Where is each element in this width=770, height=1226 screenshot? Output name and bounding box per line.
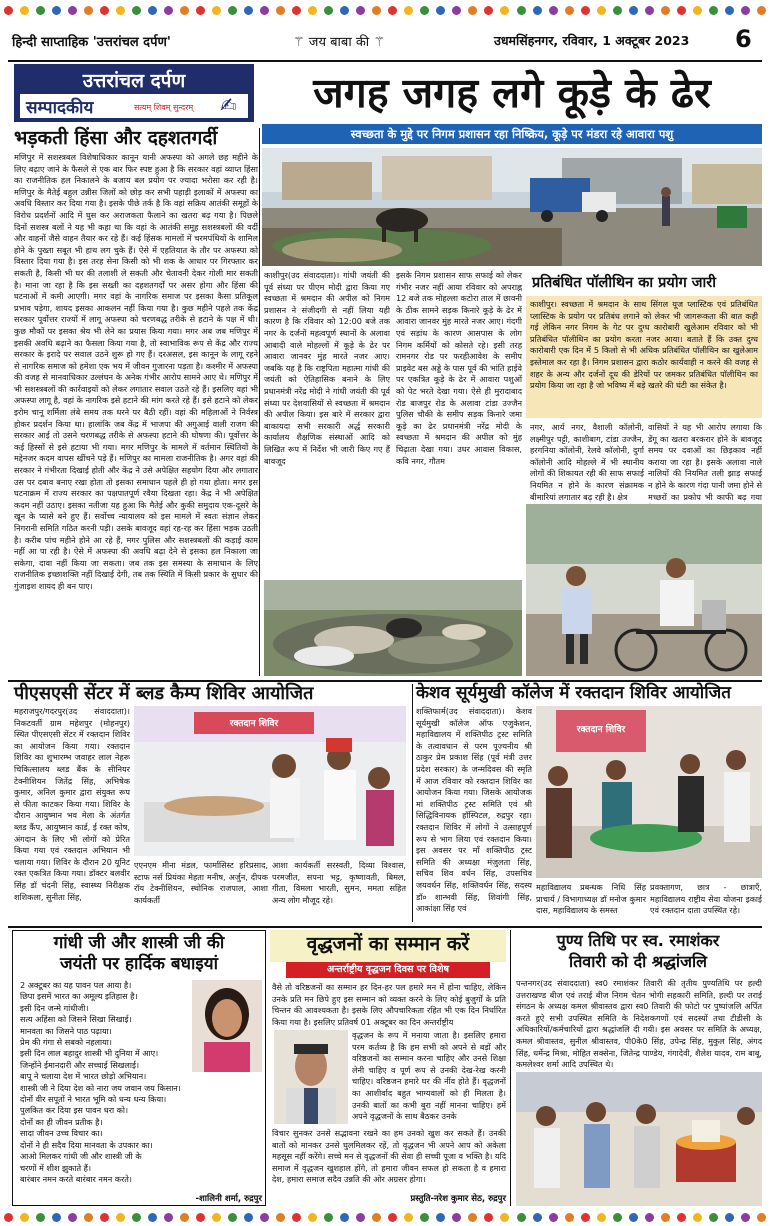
- dot-icon: [581, 1213, 590, 1222]
- lead-photo-street: [262, 148, 762, 266]
- dot-icon: [645, 1213, 654, 1222]
- trident-icon: ⚚: [293, 35, 305, 50]
- slogan-text: जय बाबा की: [308, 35, 370, 50]
- dot-icon: [36, 6, 45, 15]
- polythene-headline: प्रतिबंधित पॉलीथिन का प्रयोग जारी: [532, 275, 716, 291]
- dot-icon: [597, 1213, 606, 1222]
- lead-photo-milk-vendor: [526, 504, 762, 676]
- dot-icon: [757, 1213, 766, 1222]
- dot-icon: [180, 1213, 189, 1222]
- bottom-dot-border: [0, 1210, 770, 1224]
- dot-icon: [468, 1213, 477, 1222]
- dot-icon: [260, 1213, 269, 1222]
- elders-side: वृद्धजन के रूप में मनाया जाता है। इसलिए हमारा परम कर्तव्य है कि हम सभी को अपने से बड़ों और वरिष्ठजनों का सम्मान करना चाहिए और उनसे शिक्षा लेनी चाहिए व पूर्ण रूप से उनकी देख-रेख करनी चाहिए। वरिष्ठजन हमारे घर की नींव होते हैं। वृद्धजनों का आशीर्वाद बहुत भाग्यवालों को ही मिलता है। उनकी बातों का कभी बुरा नहीं मानना चाहिए। हमें अपने वृद्धजनों के साथ बैठकर उनके: [352, 1030, 506, 1122]
- dot-icon: [340, 6, 349, 15]
- polythene-col-2: वासियों ने यह भी आरोप लगाया कि डेंगू का खतरा बरकरार होने के बावजूद समय पर दवाओं का छिड़काव नहीं कराया जा रहा है। इसके अलावा नाले नालियों की नियमित तली झाड़ सफाई न होने के कारण गंदा पानी जमा होने से मच्छरों का प्रकोप भी काफी बढ़ गया: [648, 422, 762, 502]
- dot-icon: [661, 1213, 670, 1222]
- dot-icon: [116, 1213, 125, 1222]
- dot-icon: [709, 1213, 718, 1222]
- dot-icon: [196, 6, 205, 15]
- trident-icon: ⚚: [373, 35, 385, 50]
- dot-icon: [372, 6, 381, 15]
- dot-icon: [4, 1213, 13, 1222]
- blood-camp-banner: रक्तदान शिविर: [229, 719, 279, 729]
- dot-icon: [52, 1213, 61, 1222]
- tribute-photo: [516, 1072, 762, 1206]
- dot-icon: [629, 6, 638, 15]
- dot-icon: [356, 1213, 365, 1222]
- editorial-section: सम्पादकीय: [26, 98, 94, 118]
- poem-line: दोनों का ही जीवन प्रतीक है।: [20, 1116, 103, 1127]
- lead-subhead: स्वच्छता के मुद्दे पर निगम प्रशासन रहा निष्क्रिय, कूड़े पर मंडरा रहे आवारा पशु: [262, 124, 762, 144]
- poem-line: बारंबार नमन करते बारंबार नमन करते।: [20, 1173, 132, 1184]
- lead-photo-garbage: [264, 580, 522, 676]
- page-number: 6: [735, 25, 752, 53]
- polythene-col-1: नगर, आर्य नगर, वैशाली कॉलोनी, लक्ष्मीपुर पट्टी, काशीबाग, टांडा उज्जैन, हरगनिया कॉलोनी, रेलवे कॉलोनी, दुर्गा कॉलोनी आदि मोहल्ले में भी स्थानीय लोगों की शिकायत रही की साफ सफाई नियमित न होने के कारण संक्रामक बीमारियां लगातार बढ़ रही है। क्षेत्र: [530, 422, 644, 502]
- keshav-headline: केशव सूर्यमुखी कॉलेज में रक्तदान शिविर आयोजित: [416, 683, 731, 703]
- keshav-caption-left: महाविद्यालय प्रबन्धक निधि सिंह प्राचार्य / विभागाध्यक्ष डॉ मनोज कुमार दास, महाविद्यालय के समस्त: [536, 882, 646, 916]
- editorial-brand: उत्तरांचल दर्पण: [82, 70, 186, 92]
- dot-icon: [533, 1213, 542, 1222]
- editorial-text: मणिपुर में सशस्त्रबल विशेषाधिकार कानून यानी अफस्पा को अगले छह महीने के लिए बढ़ाए जाने के फैसले से एक बार फिर स्पष्ट हुआ है कि सरकार वहां व्याप्त हिंसा का राजनीतिक हल निकालने के बजाय बल प्रयोग पर ज्यादा भरोसा कर रही है। मणिपुर के मैतेई बहुल उन्नीस जिलों को छोड़ कर सभी पहाड़ी इलाकों में अफस्पा का अवधि विस्तार कर दिया गया है। इसके पीछे तर्क है कि वहां सक्रिय आतंकी समूहों के विरोध प्रदर्शनों आदि में घुस कर अराजकता फैलाने का खतरा बढ़ गया है। पिछले दिनों सशस्त्र बलों ने यह भी कहा था कि वहां के आतंकी समूह सशस्त्रबलों की वर्दी और वाहनों जैसे वाहन तैयार कर रहे हैं। कई हिंसक मामलों में चरमपंथियों के शामिल होने के पुख्ता सबूत भी हाथ लग चुके हैं। ऐसे में एहतियात के तौर पर अफस्पा को विस्तार दिया गया है। इस तरह सेना किसी को भी शक के आधार पर गिरफ्तार कर सकती है, किसी भी घर की तलाशी ले सकती और चेतावनी देकर गोली मार सकती है। माना जा रहा है कि इस सख्ती का दहशतगर्दों पर असर होगा और हिंसा की घटनाओं में कमी आएगी। मगर वहां के नागरिक समाज पर इसका कैसा प्रतिकूल प्रभाव पड़ेगा, शायद इसका आकलन नहीं किया गया है। कुछ महीने पहले तक केंद्र सरकार पूर्वोत्तर राज्यों में लागू अफस्पा को चरणबद्ध तरीके से हटाने के पक्ष में थी। कुछ मौकों पर इसका श्रेय भी लेने का प्रयास किया गया। मगर अब जब मणिपुर में इसकी अवधि बढ़ाने का फैसला किया गया है, तो स्वाभाविक रूप से केंद्र और राज्य सरकार के इरादे पर सवाल उठने शुरू हो गए हैं। दरअसल, इस कानून के लागू रहने से नागरिक समाज को हमेशा एक भय में जीवन गुजारना पड़ता है। कश्मीर में अफस्पा की वजह से मानवाधिकार उल्लंघन के अनेक गंभीर आरोप सामने आए थे। मणिपुर में भी सशस्त्रबलों की कार्रवाइयों को लेकर लगातार सवाल उठते रहे हैं। इसलिए वहां भी अफस्पा लागू है, वहां के नागरिक इसे हटाने की मांग करते रहे हैं। इसे हटाने को लेकर इरोम चानू शर्मिला लंबे समय तक धरने पर बैठी रहीं। वहां की महिलाओं ने निर्वस्त्र होकर प्रदर्शन किया था। हालांकि जब केंद्र में भाजपा की अगुआई वाली राजग की सरकार आई तो उसने चरणबद्ध तरीके से अफस्पा हटाने की घोषणा की। पूर्वोत्तर के कई हिस्सों से इसे हटाया भी गया। मगर मणिपुर के मामले में वर्तमान स्थितियों के मद्देनजर कदम वापस खींचने पड़े हैं। मणिपुर का मामला राजनीतिक है। अगर वहां की सरकार ने गंभीरता दिखाई होती और केंद्र ने उसे अपेक्षित सहयोग दिया और लगातार उस पर दबाव बनाए रखा होता तो इसका समाधान पहले ही हो गया होता। मगर इस घटनाक्रम में राज्य सरकार का पक्षपातपूर्ण रवैया दिखता रहा। केंद्र ने भी अपेक्षित कदम नहीं उठाए। इसका नतीजा यह हुआ कि मैतेई और कुकी समुदाय एक-दूसरे के खून के प्यासे बने हुए हैं। सर्वोच्च न्यायालय को इस मामले में स्वतः संज्ञान लेकर निगरानी समिति गठित करनी पड़ी। उसके बावजूद वहां रह-रह कर हिंसा भड़क उठती है। करीब पांच महीने होने आ रहे हैं, मगर पुलिस और सशस्त्रबलों की कड़ाई काम नहीं आ पा रही है। ऐसे में अफस्पा की अवधि बढ़ा देने से इसका हल निकाला जा सकेगा, दावा नहीं किया जा सकता। जब तक इस समस्या के समाधान के लिए राजनीतिक इच्छाशक्ति नहीं दिखाई देगी, तब तक स्थिति में किसी प्रकार के सुधार की गुंजाइश शायद ही बन पाए।: [14, 152, 258, 591]
- dot-icon: [20, 6, 29, 15]
- gandhi-poem: [20, 980, 198, 1190]
- dot-icon: [372, 1213, 381, 1222]
- dot-icon: [420, 6, 429, 15]
- poem-line: चरणों में शीश झुकाते हैं।: [20, 1162, 92, 1173]
- blood-camp-col-3: आशा कार्यकर्ती सरस्वती, दिव्या विश्वास, परमजीत, सपना भट्ट, कृष्णावती, बिमल, गीता, विमला भारती, सुमन, ममता सहित अन्य लोग मौजूद रहे।: [272, 860, 406, 905]
- dot-icon: [629, 1213, 638, 1222]
- tribute-headline-2: तिवारी को दी श्रद्धांजलि: [569, 952, 707, 971]
- quill-icon: ✍: [220, 93, 237, 117]
- dot-icon: [164, 1213, 173, 1222]
- elders-banner: अन्तर्राष्ट्रीय वृद्धजन दिवस पर विशेष: [286, 962, 490, 978]
- dot-icon: [36, 1213, 45, 1222]
- dot-icon: [68, 1213, 77, 1222]
- poem-line: इसी दिन जन्मे गांधीजी।: [20, 1002, 89, 1013]
- dot-icon: [20, 1213, 29, 1222]
- dot-icon: [308, 1213, 317, 1222]
- dot-icon: [180, 6, 189, 15]
- dot-icon: [565, 1213, 574, 1222]
- poem-line: प्रेम की गंगा से सबको नहलाया।: [20, 1037, 112, 1048]
- dot-icon: [228, 1213, 237, 1222]
- dot-icon: [709, 6, 718, 15]
- dot-icon: [4, 6, 13, 15]
- editorial-headline: भड़कती हिंसा और दहशतगर्दी: [14, 127, 218, 149]
- poem-line: मानवता का जिसने पाठ पढ़ाया।: [20, 1025, 112, 1036]
- dot-icon: [661, 6, 670, 15]
- dot-icon: [549, 6, 558, 15]
- blood-camp-photo: [134, 706, 406, 856]
- poem-line: सत्य अहिंसा को जिसने सिखा सिखाई।: [20, 1014, 132, 1025]
- tribute-headline-1: पुण्य तिथि पर स्व. रमाशंकर: [556, 931, 720, 950]
- editorial-motto: सत्यम् शिवम् सुन्दरम्: [134, 103, 194, 112]
- dot-icon: [84, 6, 93, 15]
- dot-icon: [725, 1213, 734, 1222]
- elders-byline: प्रस्तुति-नरेश कुमार सेठ, रुद्रपुर: [410, 1194, 506, 1204]
- editorial-box: [14, 64, 254, 122]
- gandhi-headline-1: गांधी जी और शास्त्री जी की: [53, 933, 225, 953]
- blood-camp-col-1: महराजपुर/गदरपुर(उद संवाददाता)। निकटवर्ती ग्राम महेशपुर (मोहनपुर) स्थित पीएसएसी सेंटर में रक्तदान शिविर का आयोजन किया गया। रक्तदान शिविर का शुभारम्भ जवाहर लाल नेहरू चिकित्सालय ब्लड बैंक के सीनियर टेक्नीशियन जितेंद्र सिंह, अभिषेक कुमार, अनिल कुमार द्वारा संयुक्त रूप से फीता काटकर किया गया। शिविर के दौरान आयुष्मान भव मेला के अंतर्गत ब्लड कैंप, आयुष्मान कार्ड, ई रक्त कोष, अंगदान के लिए भी लोगों को प्रेरित किया गया एवं रक्तदान अभियान भी चलाया गया। शिविर के दौरान 20 यूनिट रक्त एकत्रित किया गया। डॉक्टर बलवीर सिंह डॉ चंदनी सिंह, स्वास्थ्य निरीक्षक शशिकला, सुनीता सिंह,: [14, 706, 130, 902]
- keshav-photo: [536, 706, 762, 878]
- dot-icon: [484, 1213, 493, 1222]
- elder-portrait-graphic: [274, 1030, 348, 1124]
- dot-icon: [292, 1213, 301, 1222]
- poem-line: सादा जीवन उच्च विचार का।: [20, 1128, 103, 1139]
- dot-icon: [436, 6, 445, 15]
- poem-line: दोनों ने ही सदैव दिया मानवता के उपकार का।: [20, 1139, 153, 1150]
- dot-icon: [677, 6, 686, 15]
- dot-icon: [116, 6, 125, 15]
- polythene-lead: काशीपुर। स्वच्छता में श्रमदान के साथ सिंगल यूज प्लास्टिक एवं प्रतिबंधित प्लास्टिक के प्रयोग पर प्रतिबंध लगाने को लेकर भी जागरूकता की बात कही गई लेकिन नगर निगम के गेट पर दुग्ध कारोबारी खुलेआम रविवार को भी प्रतिबंधित पॉलीथिन का प्रयोग करता नजर आया। बताते हैं कि उक्त दुग्ध कारोबारी एक दिन में 5 किलो से भी अधिक प्रतिबंधित पॉलीथिन का खुलेआम इस्तेमाल कर रहा है। निगम प्रशासन द्वारा कठोर कार्यवाही न करने की वजह से शहर के अन्य और दर्जनों दूध की डेरियों पर जमकर प्रतिबंधित पॉलीथिन का प्रयोग किया जा रहा है जो भविष्य में बड़े खतरे की घंटी का संकेत है।: [530, 299, 758, 391]
- dot-icon: [148, 6, 157, 15]
- dot-icon: [436, 1213, 445, 1222]
- dot-icon: [420, 1213, 429, 1222]
- dot-icon: [324, 6, 333, 15]
- dot-icon: [388, 1213, 397, 1222]
- elders-intro: वैसे तो वरिष्ठजनों का सम्मान हर दिन-हर पल हमारे मन में होना चाहिए, लेकिन उनके प्रति मन छिपे हुए इस सम्मान को व्यक्त करने के लिए कोई बुजुर्गों के प्रति चिन्तन की आवश्यकता है। इसके लिए औपचारिकता रहित भी एक दिन निर्धारित किया गया है। इसलिए प्रतिवर्ष 01 अक्टूबर का दिन अन्तर्राष्ट्रीय: [272, 982, 506, 1027]
- dot-icon: [404, 6, 413, 15]
- tribute-text: पन्तनगर(उद संवाददाता) स्व0 रमाशंकर तिवारी की तृतीय पुण्यतिथि पर हल्दी उत्तराखण्ड बीज एवं तराई बीज निगम चेतन भोगी सहकारी समिति, हल्दी पर तराई संगठन के अध्यक्ष कमल श्रीवास्तव द्वारा स्व0 तिवारी की फोटो पर पुष्पांजलि अर्पित करते हुऐ सभी उपस्थित समिति के निदेशकगणों एवं सदस्यों तथा टीडीसी के अधिकारियों/कर्मचारियों द्वारा श्रद्धांजलि दी गयी। इस अवसर पर समिति के अध्यक्ष, कमल श्रीवास्तव, सुनील श्रीवास्तव, पी0के0 सिंह, उपेन्द्र सिंह, मुकुल सिंह, अंगद सिंह, धर्मेन्द्र मिश्रा, मोहित सक्सेना, जितेन्द्र पाण्डेय, गंगादेवी, शैलेश यादव, राम बाबू, कमलेश्वर शर्मा आदि उपस्थित थे।: [516, 978, 762, 1070]
- slogan: [293, 32, 385, 50]
- keshav-col-1: शक्तिफार्म(उद संवाददाता)। केशव सूर्यमुखी कॉलेज ऑफ एजुकेशन, महाविद्यालय में शक्तिपीठ ट्रस्ट समिति के तत्वावधान से परम पूज्यनीय श्री ठाकुर प्रेम प्रकाश सिंह (पूर्व मंत्री उत्तर प्रदेश सरकार) के जन्मदिवस की स्मृति में आज रविवार को रक्तदान शिविर का आयोजन किया गया। जिसके आयोजक मां शक्तिपीठ ट्रस्ट समिति एवं श्री सिद्धिविनायक हॉस्पिटल, रुद्रपुर रहा। रक्तदान शिविर में लोगों ने उत्साहपूर्ण रूप से भाग लिया एवं रक्तदान किया। इस अवसर पर माँ शक्तिपीठ ट्रस्ट समिति की अध्यक्षा मंजुलता सिंह, सचिव शिव वर्धन सिंह, उपसचिव जयवर्धन सिंह, शक्तिवर्धन सिंह, सदस्य डॉ० शान्भवी सिंह, शिवांगी सिंह, आकांक्षा सिंह एवं: [416, 706, 532, 914]
- dot-icon: [52, 6, 61, 15]
- paper-name: हिन्दी साप्ताहिक 'उत्तरांचल दर्पण': [12, 35, 171, 50]
- dot-icon: [100, 1213, 109, 1222]
- elders-photo: [274, 1030, 348, 1124]
- dot-icon: [148, 1213, 157, 1222]
- poet-portrait-graphic: [192, 980, 262, 1072]
- keshav-caption-right: प्रवक्तागण, छात्र - छात्राएँ, महाविद्यालय राष्ट्रीय सेवा योजना इकाई एवं रक्तदान दाता उपस्थित रहे।: [650, 882, 762, 916]
- poem-line: बापू ने चलाया देश में भारत छोड़ो अभियान।: [20, 1071, 147, 1082]
- poet-photo: [192, 980, 262, 1072]
- dot-icon: [517, 1213, 526, 1222]
- dot-icon: [757, 6, 766, 15]
- poem-line: इसी दिन लाल बहादुर शास्त्री भी दुनिया में आए।: [20, 1048, 159, 1059]
- dot-icon: [452, 1213, 461, 1222]
- dot-icon: [164, 6, 173, 15]
- dot-icon: [308, 6, 317, 15]
- masthead: [8, 18, 762, 58]
- dot-icon: [84, 1213, 93, 1222]
- dot-icon: [533, 6, 542, 15]
- garbage-pile-graphic: [264, 580, 522, 676]
- dot-icon: [212, 6, 221, 15]
- dot-icon: [68, 6, 77, 15]
- dot-icon: [452, 6, 461, 15]
- dot-icon: [677, 1213, 686, 1222]
- dot-icon: [500, 1213, 509, 1222]
- poem-line: जिन्होंने ईमानदारी और सच्चाई सिखलाई।: [20, 1059, 140, 1070]
- dot-icon: [484, 6, 493, 15]
- dot-icon: [356, 6, 365, 15]
- gandhi-headline-2: जयंती पर हार्दिक बधाइयां: [59, 954, 219, 974]
- dot-icon: [276, 6, 285, 15]
- dot-icon: [404, 1213, 413, 1222]
- masthead-rule: [8, 60, 762, 62]
- dateline: उधमसिंहनगर, रविवार, 1 अक्टूबर 2023: [494, 33, 690, 48]
- dot-icon: [340, 1213, 349, 1222]
- dot-icon: [388, 6, 397, 15]
- lead-col-1: काशीपुर(उद संवाददाता)। गांधी जयंती की पूर्व संध्या पर पीएम मोदी द्वारा किया गए स्वच्छता में श्रमदान की अपील को निगम प्रशासन ने संजीदगी से नहीं लिया यही कारण है कि रविवार को 12:00 बजे तक नगर के दर्जनों महत्वपूर्ण स्थानों के अलावा आबादी वाले मोहल्लों में कूड़े के ढेर पर आवारा जानवर मुंह मारते नजर आए। जबकि यह है कि राष्ट्रपिता महात्मा गांधी की जयंती को ऐतिहासिक बनाने के लिए प्रधानमंत्री नरेंद्र मोदी ने गांधी जयंती की पूर्व संध्या पर देशवासियों से स्वच्छता में श्रमदान की अपील किया। इस बारे में सरकार द्वारा बाकायदा सभी सरकारी अर्द्ध सरकारी कार्यालय शैक्षणिक संस्थाओं आदि को लिखित रूप में निर्देश भी जारी किए गए हैं बावजूद: [264, 270, 390, 466]
- dot-icon: [693, 1213, 702, 1222]
- blood-camp-headline: पीएसएसी सेंटर में ब्लड कैम्प शिविर आयोजित: [14, 683, 314, 704]
- gandhi-byline: -शालिनी शर्मा, रुद्रपुर: [195, 1194, 262, 1204]
- dot-icon: [500, 6, 509, 15]
- poem-line: 2 अक्टूबर का यह पावन पल आया है।: [20, 980, 132, 990]
- poem-line: शास्त्री जी ने दिया देश को नारा जय जवान जय किसान।: [20, 1082, 181, 1093]
- elders-headline: वृद्धजनों का सम्मान करें: [306, 933, 470, 955]
- poem-line: पुलकित कर दिया इस पावन धरा को।: [20, 1105, 129, 1116]
- dot-icon: [741, 1213, 750, 1222]
- dot-icon: [260, 6, 269, 15]
- dot-icon: [549, 1213, 558, 1222]
- dot-icon: [324, 1213, 333, 1222]
- dot-icon: [276, 1213, 285, 1222]
- dot-icon: [581, 6, 590, 15]
- dot-icon: [244, 6, 253, 15]
- lead-col-2: इसके निगम प्रशासन साफ सफाई को लेकर गंभीर नजर नहीं आया रविवार को अपराह्न 12 बजे तक मोहल्ला कटोरा ताल में छावनी के ठीक सामने सड़क किनारे कूड़े के ढेर में आवारा जानवर मुंह मारते नजर आए। गंदगी एवं सड़ांध के कारण आसपास के लोग निगम कर्मियों को कोसते रहे। इसी तरह रामनगर रोड पर फरहीआवेश के समीप प्राइवेट बस अड्डे के पास पूर्व की भांति हाईवे पर एकत्रित कूड़े के ढेर में आवारा पशुओं को पेट भरते देखा गया। ऐसे ही मुरादाबाद रोड बाजपुर रोड के अलावा टांडा उज्जैन पुलिस चौकी के समीप सड़क किनारे जमा कूड़े का ढेर प्रधानमंत्री नरेंद्र मोदी के स्वच्छता में श्रमदान की अपील को मुंह चिढ़ाता देखा गया। उधर आवास विकास, कवि नगर, गौतम: [396, 270, 522, 466]
- poem-line: छिपा इसमें भारत का अमूल्य इतिहास है।: [20, 991, 138, 1002]
- dot-icon: [565, 6, 574, 15]
- dot-icon: [132, 1213, 141, 1222]
- elders-bottom: विचार सुनकर उनसे सद्भावना रखने का हम उनको खुश कर सकते हैं। उनकी बातों को मानकर उनसे घुलमिलकर रहें, तो वृद्धजन भी अपने आप को अकेला महसूस नहीं करेंगे। सच्चे मन से वृद्धजनों की सेवा ही सच्ची पूजा व भक्ति है। यदि समाज में वृद्धजन खुशहाल होंगे, तो हमारा जीवन सफल हो सकता है व हमारा देश, हमारा समाज सदैव उन्नति की ओर अग्रसर होगा।: [272, 1128, 506, 1185]
- dot-icon: [613, 1213, 622, 1222]
- dot-icon: [132, 6, 141, 15]
- poem-line: दोनों वीर सपूतों ने भारत भूमि को धन्य धन्य किया।: [20, 1094, 167, 1105]
- dot-icon: [244, 1213, 253, 1222]
- dot-icon: [292, 6, 301, 15]
- tribute-gathering-graphic: [516, 1072, 762, 1206]
- blood-camp-col-2: एएनएम मीना मंडल, फार्मासिस्ट हरिप्रसाद, स्टाफ नर्स प्रियंका मेहता मनीष, अर्जुन, दीपक रॉय टेक्नीशियन, स्थोनिक राजपाल, आशा कार्यकर्ती: [134, 860, 268, 905]
- dot-icon: [100, 6, 109, 15]
- dot-icon: [613, 6, 622, 15]
- dot-icon: [645, 6, 654, 15]
- dot-icon: [517, 6, 526, 15]
- poem-line: आओ मिलकर गांधी जी और शास्त्री जी के: [20, 1151, 142, 1162]
- dot-icon: [228, 6, 237, 15]
- dot-icon: [212, 1213, 221, 1222]
- dot-icon: [693, 6, 702, 15]
- street-scene-graphic: [262, 148, 762, 266]
- dot-icon: [725, 6, 734, 15]
- keshav-banner: रक्तदान शिविर: [576, 725, 626, 735]
- dot-icon: [468, 6, 477, 15]
- dot-icon: [196, 1213, 205, 1222]
- dot-icon: [597, 6, 606, 15]
- milk-vendor-graphic: [526, 504, 762, 676]
- dot-icon: [741, 6, 750, 15]
- top-dot-border: [0, 3, 770, 17]
- lead-headline: जगह जगह लगे कूड़े के ढेर: [313, 69, 711, 117]
